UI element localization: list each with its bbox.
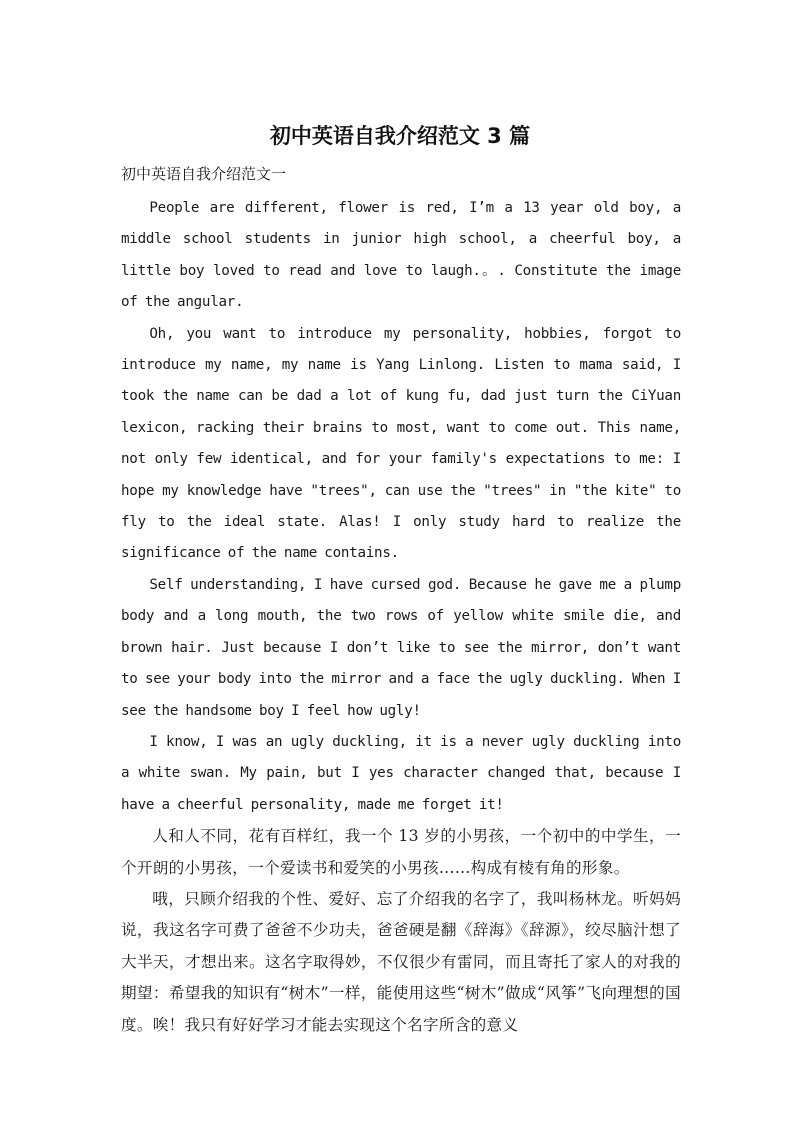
paragraph-en-4: I know, I was an ugly duckling, it is a never ugly duckling into a white swan. My pain, but I yes character changed that, because I have a cheerful personality, made me forget it! <box>121 733 681 813</box>
paragraph-en-3: Self understanding, I have cursed god. Because he gave me a plump body and a long mouth, the two rows of yellow white smile die, and brown hair. Just because I don’t like to see the mirror, don’t want to see your body into the mirror and a face the ugly duckling. When I see the handsome boy I feel how ugly! <box>121 576 681 719</box>
paragraph-en-2: Oh, you want to introduce my personality, hobbies, forgot to introduce my name, my name is Yang Linlong. Listen to mama said, I took the name can be dad a lot of kung fu, dad just turn the CiYuan lexicon, racking their brains to most, want to come out. This name, not only few identical, and for your family's expectations to me: I hope my knowledge have "trees", can use the "trees" in "the kite" to fly to the ideal state. Alas! I only study hard to realize the significance of the name contains. <box>121 325 681 562</box>
section-heading: 初中英语自我介绍范文一 <box>121 165 287 183</box>
document-body <box>121 193 681 1041</box>
paragraph-zh-2: 哦，只顾介绍我的个性、爱好、忘了介绍我的名字了，我叫杨林龙。听妈妈说，我这名字可费了爸爸不少功夫，爸爸硬是翻《辞海》《辞源》，绞尽脑汁想了大半天，才想出来。这名字取得妙，不仅很少有雷同，而且寄托了家人的对我的期望：希望我的知识有“树木”一样，能使用这些“树木”做成“风筝”飞向理想的国度。唉！我只有好好学习才能去实现这个名字所含的意义 <box>121 889 681 1034</box>
document-title: 初中英语自我介绍范文 3 篇 <box>269 124 531 148</box>
paragraph-en-1: People are different, flower is red, I’m a 13 year old boy, a middle school students in junior high school, a cheerful boy, a little boy loved to read and love to laugh.。. Constitute the image of the angular. <box>121 200 681 311</box>
paragraph-zh-1: 人和人不同，花有百样红，我一个 13 岁的小男孩，一个初中的中学生，一个开朗的小男孩，一个爱读书和爱笑的小男孩……构成有棱有角的形象。 <box>121 827 681 877</box>
